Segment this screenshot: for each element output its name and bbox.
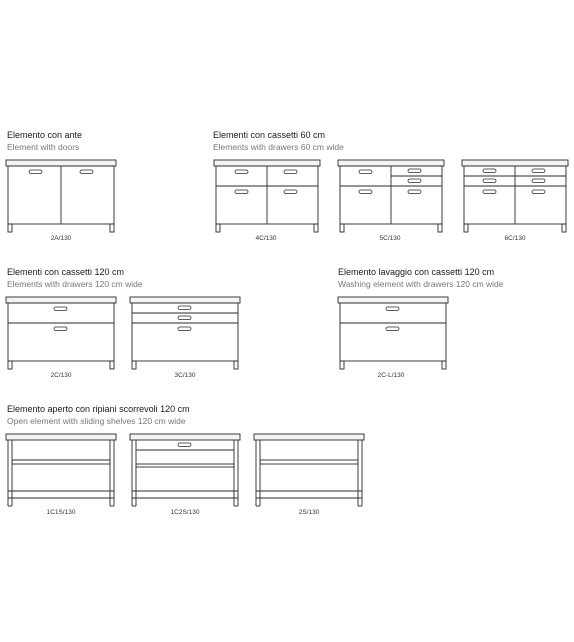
section-subtitle-cassetti-60: Elements with drawers 60 cm wide xyxy=(213,142,344,152)
unit-3c-drawing xyxy=(129,296,241,372)
unit-4c-drawing xyxy=(213,159,321,235)
unit-code-1c2s: 1C2S/130 xyxy=(170,509,200,516)
section-title-lavaggio: Elemento lavaggio con cassetti 120 cm xyxy=(338,267,495,277)
unit-code-2c: 2C/130 xyxy=(50,372,72,379)
section-subtitle-lavaggio: Washing element with drawers 120 cm wide xyxy=(338,279,504,289)
section-title-cassetti-120: Elementi con cassetti 120 cm xyxy=(7,267,125,277)
unit-6c-drawing xyxy=(461,159,569,235)
section-title-cassetti-60: Elementi con cassetti 60 cm xyxy=(213,130,326,140)
unit-code-6c: 6C/130 xyxy=(504,235,526,242)
unit-1c2s-drawing xyxy=(129,433,241,509)
unit-code-2a: 2A/130 xyxy=(50,235,72,242)
unit-2c-drawing xyxy=(5,296,117,372)
section-subtitle-cassetti-120: Elements with drawers 120 cm wide xyxy=(7,279,143,289)
section-title-ante: Elemento con ante xyxy=(7,130,83,140)
unit-code-2c-l: 2C-L/130 xyxy=(377,372,405,379)
unit-2s-drawing xyxy=(253,433,365,509)
section-subtitle-aperto: Open element with sliding shelves 120 cm wide xyxy=(7,416,186,426)
unit-code-3c: 3C/130 xyxy=(174,372,196,379)
unit-2c-l-drawing xyxy=(337,296,449,372)
unit-code-5c: 5C/130 xyxy=(379,235,401,242)
unit-code-2s: 2S/130 xyxy=(298,509,320,516)
unit-2a-drawing xyxy=(5,159,117,235)
section-title-aperto: Elemento aperto con ripiani scorrevoli 120 cm xyxy=(7,404,190,414)
unit-5c-drawing xyxy=(337,159,445,235)
unit-code-4c: 4C/130 xyxy=(255,235,277,242)
unit-1c1s-drawing xyxy=(5,433,117,509)
section-subtitle-ante: Element with doors xyxy=(7,142,80,152)
unit-code-1c1s: 1C1S/130 xyxy=(46,509,76,516)
